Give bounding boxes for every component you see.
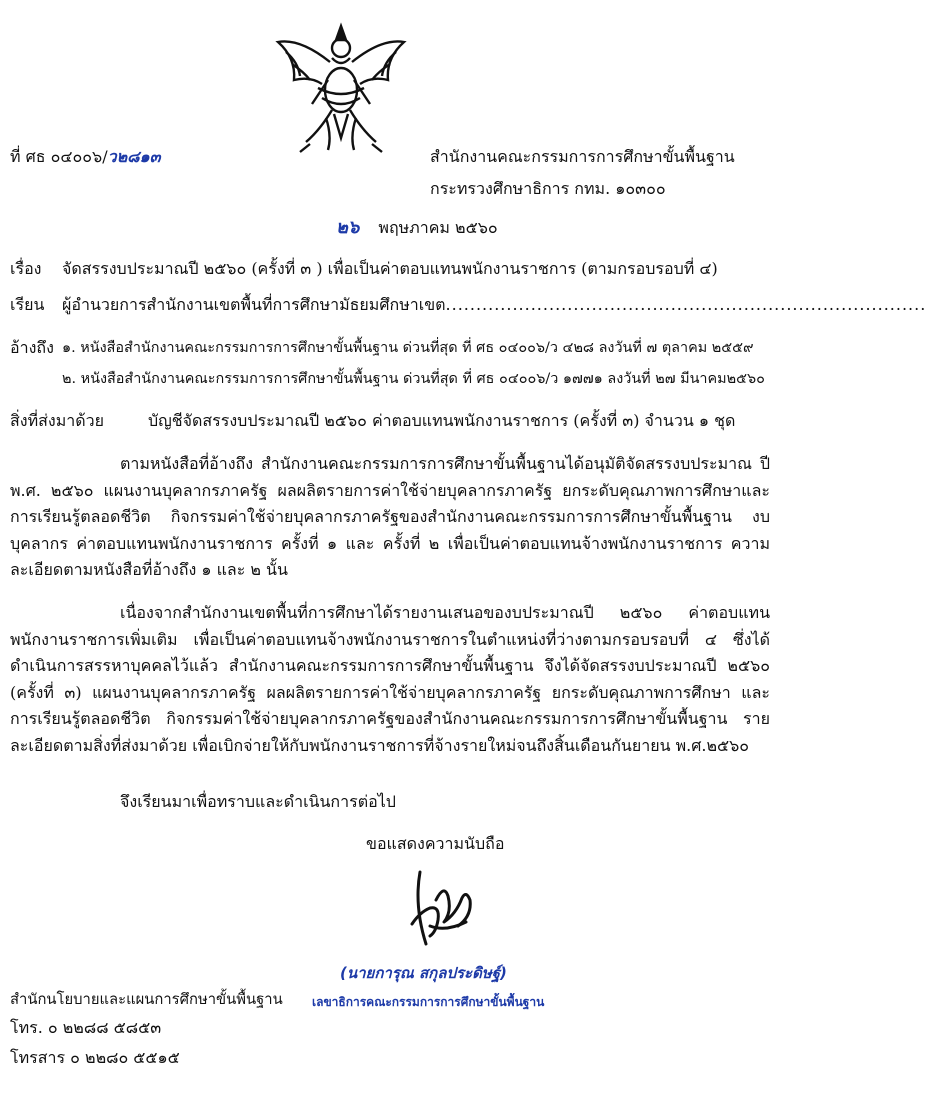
handwritten-signature	[400, 866, 480, 952]
body-paragraph-2: เนื่องจากสำนักงานเขตพื้นที่การศึกษาได้รายงานเสนอของบประมาณปี ๒๕๖๐ ค่าตอบแทนพนักงานราชการเพิ่มเติม เพื่อเป็นค่าตอบแทนจ้างพนักงานราชการในตำแหน่งที่ว่างตามกรอบรอบที่ ๔ ซึ่งได้ดำเนินการสรรหาบุคคลไว้แล้ว สำนักงานคณะกรรมการการศึกษาขั้นพื้นฐาน จึงได้จัดสรรงบประมาณปี ๒๕๖๐ (ครั้งที่ ๓) แผนงานบุคลากรภาครัฐ ผลผลิตรายการค่าใช้จ่ายบุคลากรภาครัฐ ยกระดับคุณภาพการศึกษา และการเรียนรู้ตลอดชีวิต กิจกรรมค่าใช้จ่ายบุคลากรภาครัฐของสำนักงานคณะกรรมการการศึกษาขั้นพื้นฐาน รายละเอียดตามสิ่งที่ส่งมาด้วย เพื่อเบิกจ่ายให้กับพนักงานราชการที่จ้างรายใหม่จนถึงสิ้นเดือนกันยายน พ.ศ.๒๕๖๐	[10, 603, 770, 755]
reference-handwritten: ว๒๘๑๓	[107, 147, 161, 166]
subject-text: จัดสรรงบประมาณปี ๒๕๖๐ (ครั้งที่ ๓ ) เพื่อเป็นค่าตอบแทนพนักงานราชการ (ตามกรอบรอบที่ ๔)	[62, 259, 718, 278]
to-text: ผู้อำนวยการสำนักงานเขตพื้นที่การศึกษามัธยมศึกษาเขต	[62, 295, 446, 314]
signer-name: (นายการุณ สกุลประดิษฐ์)	[340, 964, 507, 982]
letter-date	[336, 212, 498, 241]
footer-office: สำนักนโยบายและแผนการศึกษาขั้นพื้นฐาน	[10, 991, 283, 1008]
references-label: อ้างถึง	[10, 338, 54, 357]
footer-tel: โทร. ๐ ๒๒๘๘ ๕๘๕๓	[10, 1018, 162, 1037]
date-day-handwritten: ๒๖	[336, 217, 360, 238]
signer-position: เลขาธิการคณะกรรมการการศึกษาขั้นพื้นฐาน	[312, 995, 545, 1009]
reference-number	[10, 145, 161, 170]
agency-line-1: สำนักงานคณะกรรมการการศึกษาขั้นพื้นฐาน	[430, 147, 735, 166]
enclosure-text: บัญชีจัดสรรงบประมาณปี ๒๕๖๐ ค่าตอบแทนพนักงานราชการ (ครั้งที่ ๓) จำนวน ๑ ชุด	[148, 411, 736, 430]
reference-prefix: ที่ ศธ ๐๔๐๐๖/	[10, 147, 108, 166]
footer-fax: โทรสาร ๐ ๒๒๘๐ ๕๕๑๕	[10, 1048, 180, 1067]
to-recipient	[62, 293, 926, 318]
reference-item-2: ๒. หนังสือสำนักงานคณะกรรมการการศึกษาขั้นพื้นฐาน ด่วนที่สุด ที่ ศธ ๐๔๐๐๖/ว ๑๗๗๑ ลงวันที่ ๒๗ มีนาคม๒๕๖๐	[62, 371, 765, 387]
subject-label: เรื่อง	[10, 259, 42, 278]
enclosure-label: สิ่งที่ส่งมาด้วย	[10, 411, 104, 430]
body-paragraph-3: จึงเรียนมาเพื่อทราบและดำเนินการต่อไป	[120, 792, 396, 811]
closing-salutation: ขอแสดงความนับถือ	[366, 834, 505, 853]
body-paragraph-1: ตามหนังสือที่อ้างถึง สำนักงานคณะกรรมการการศึกษาขั้นพื้นฐานได้อนุมัติจัดสรรงบประมาณ ปี พ.ศ. ๒๕๖๐ แผนงานบุคลากรภาครัฐ ผลผลิตรายการค่าใช้จ่ายบุคลากรภาครัฐ ยกระดับคุณภาพการศึกษาและการเรียนรู้ตลอดชีวิต กิจกรรมค่าใช้จ่ายบุคลากรภาครัฐของสำนักงานคณะกรรมการการศึกษาขั้นพื้นฐาน งบบุคลากร ค่าตอบแทนพนักงานราชการ ครั้งที่ ๑ และ ครั้งที่ ๒ เพื่อเป็นค่าตอบแทนจ้างพนักงานราชการ ความละเอียดตามหนังสือที่อ้างถึง ๑ และ ๒ นั้น	[10, 454, 770, 580]
date-month-year: พฤษภาคม ๒๕๖๐	[378, 218, 498, 237]
reference-item-1: ๑. หนังสือสำนักงานคณะกรรมการการศึกษาขั้นพื้นฐาน ด่วนที่สุด ที่ ศธ ๐๔๐๐๖/ว ๔๒๘ ลงวันที่ ๗ ตุลาคม ๒๕๕๙	[62, 340, 754, 356]
to-dots: ...............................................................................	[445, 295, 926, 314]
to-label: เรียน	[10, 295, 45, 314]
agency-line-2: กระทรวงศึกษาธิการ กทม. ๑๐๓๐๐	[430, 179, 666, 198]
garuda-emblem-icon	[270, 18, 412, 160]
